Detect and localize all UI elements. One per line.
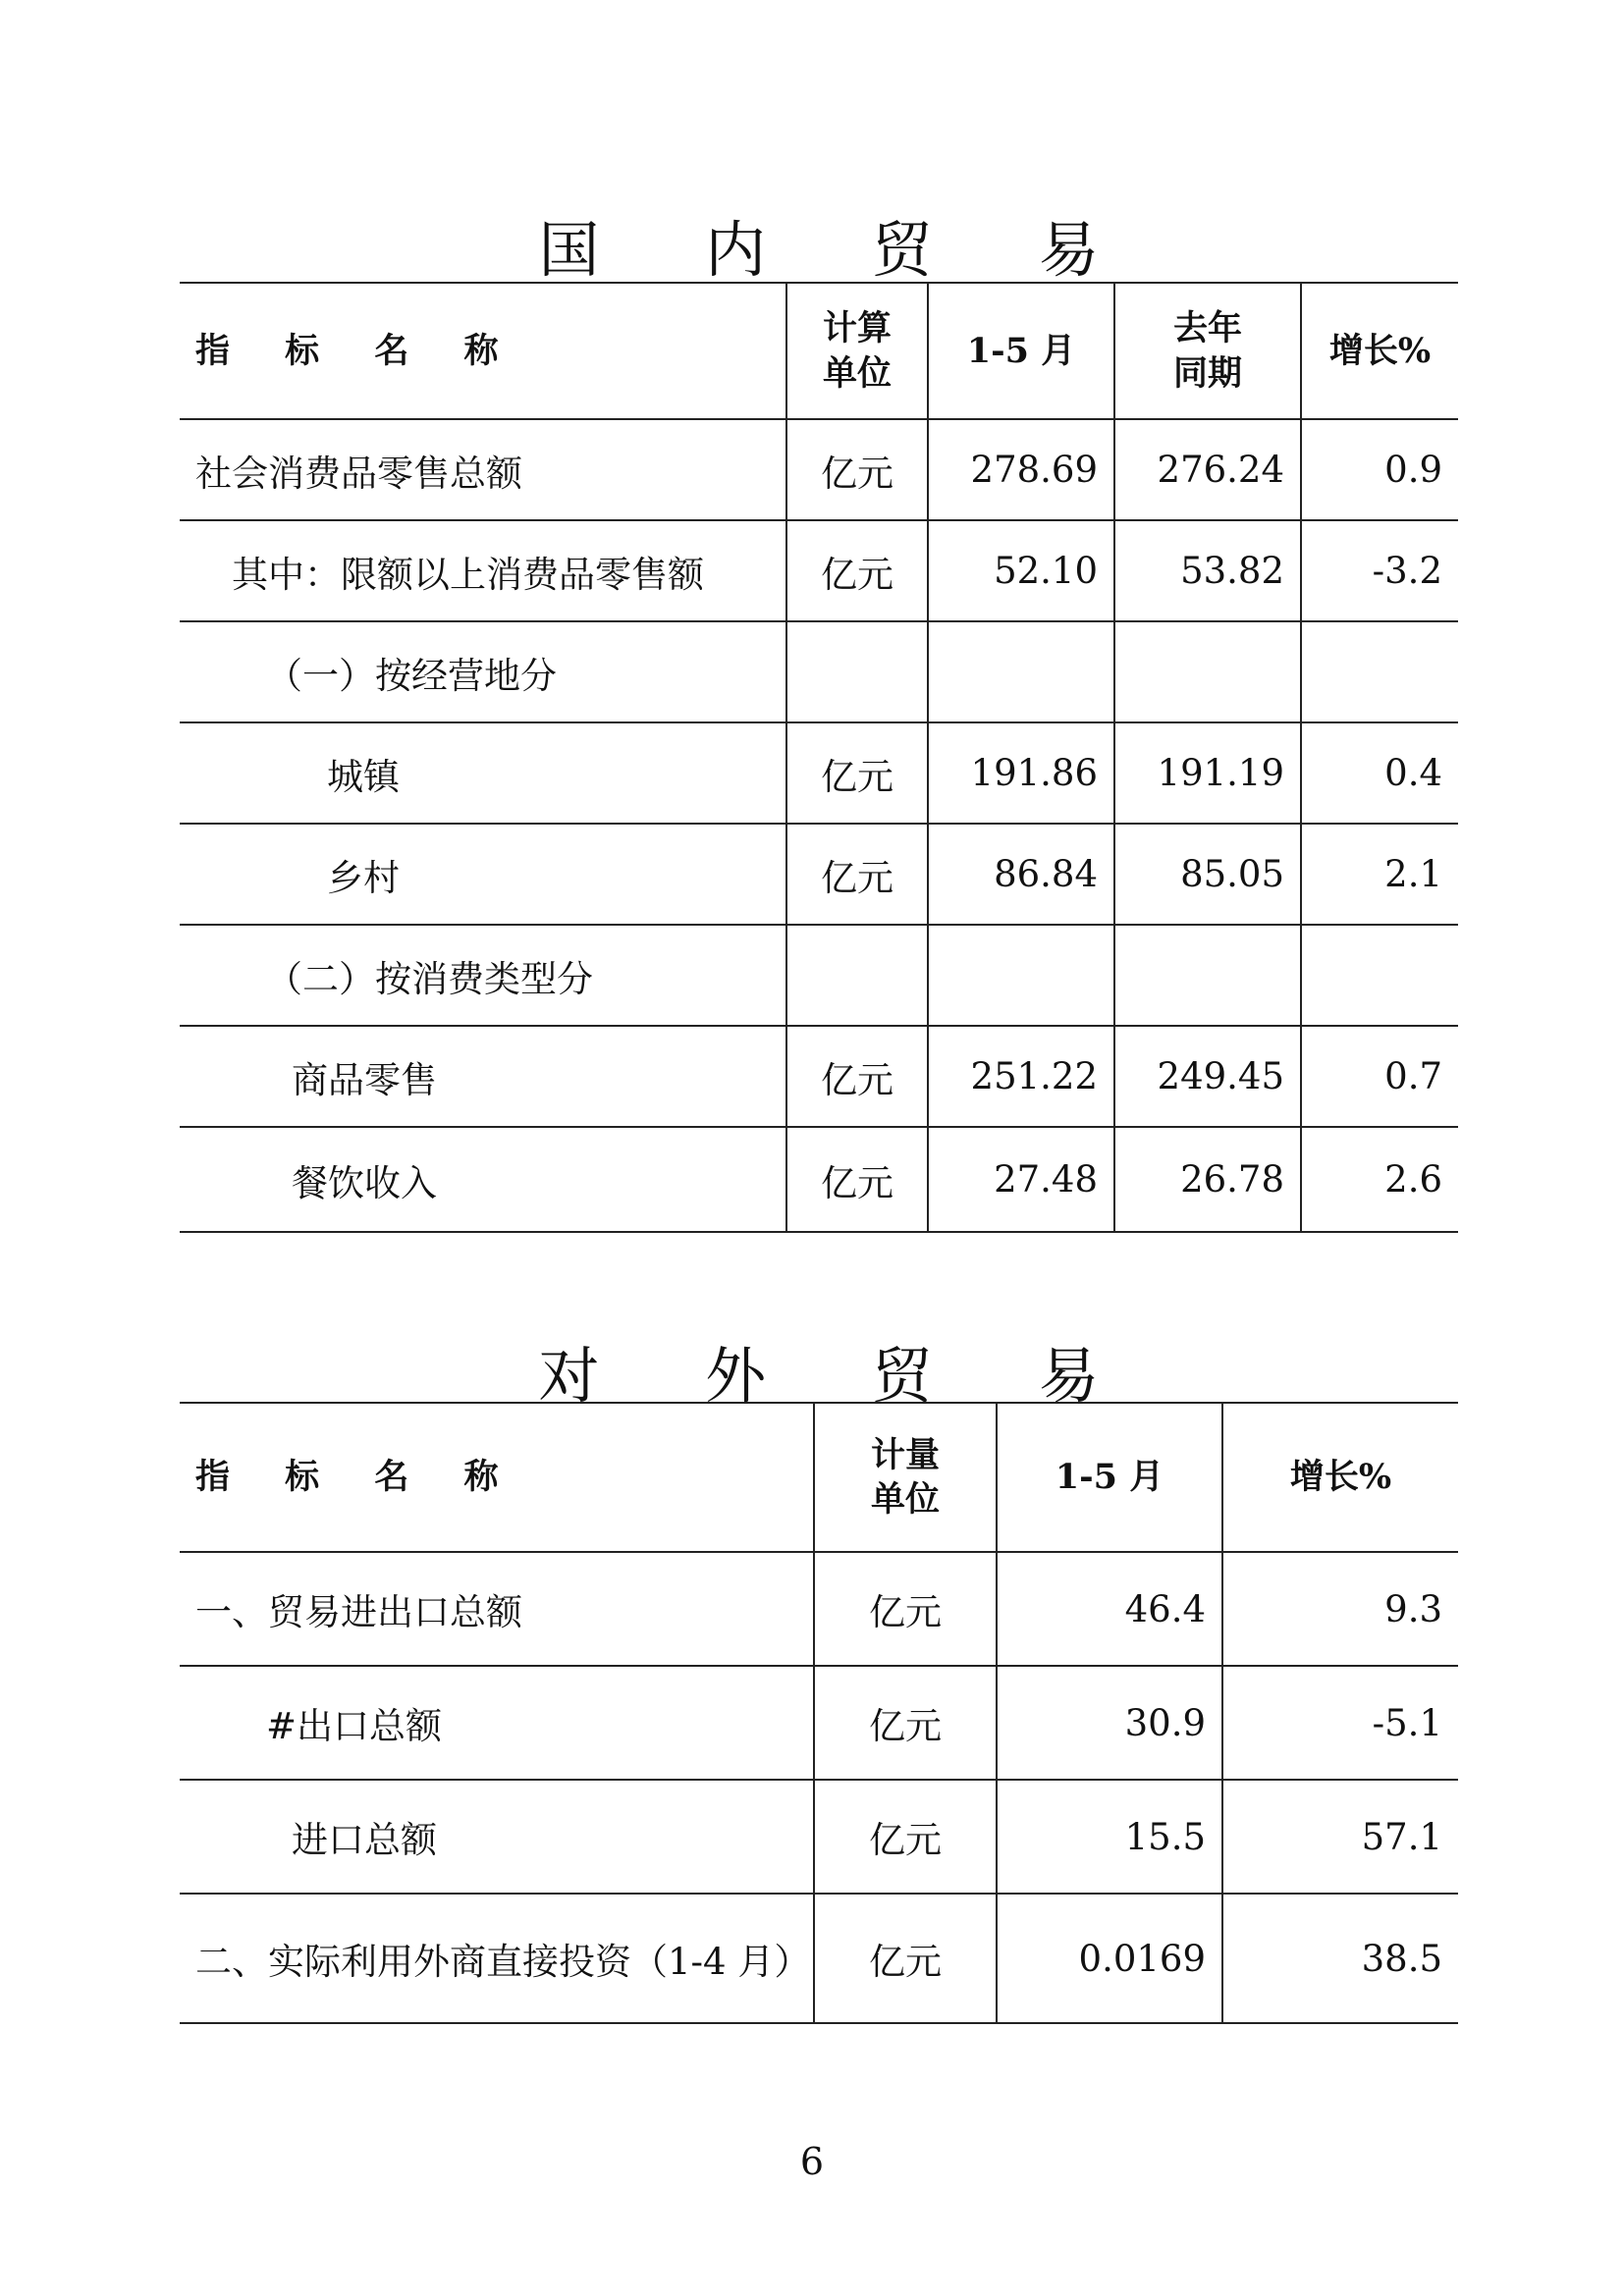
row-growth [1301,621,1458,722]
header-unit-line2: 单位 [822,352,892,394]
row-value [928,621,1114,722]
row-growth: 57.1 [1222,1780,1458,1894]
row-name: 乡村 [180,824,786,925]
row-name: 商品零售 [180,1026,786,1127]
page-number: 6 [799,2140,825,2183]
header-unit-line1: 计算 [822,308,892,348]
header-growth: 增长% [1301,283,1458,419]
row-unit: 亿元 [786,722,928,824]
row-name: 餐饮收入 [180,1127,786,1232]
header-last-year [1114,283,1301,419]
row-name: （一）按经营地分 [180,621,786,722]
row-name: #出口总额 [180,1666,814,1780]
row-unit: 亿元 [786,1026,928,1127]
row-last-year: 249.45 [1114,1026,1301,1127]
row-name: 其中：限额以上消费品零售额 [180,520,786,621]
row-unit: 亿元 [786,824,928,925]
table-row [180,520,1458,621]
foreign-trade-title: 对 外 贸 易 [538,1340,1143,1412]
table-header-row [180,1403,1458,1552]
row-name: 一、贸易进出口总额 [180,1552,814,1666]
row-last-year: 26.78 [1114,1127,1301,1232]
row-unit: 亿元 [786,419,928,520]
row-last-year: 85.05 [1114,824,1301,925]
row-value [928,925,1114,1026]
header-period: 1-5 月 [997,1403,1222,1552]
row-unit: 亿元 [786,1127,928,1232]
header-indicator-name: 指 标 名 称 [180,1403,814,1552]
row-growth: 0.4 [1301,722,1458,824]
row-name: 城镇 [180,722,786,824]
table-row [180,621,1458,722]
table-row [180,1127,1458,1232]
row-growth: -5.1 [1222,1666,1458,1780]
header-unit [814,1403,997,1552]
row-value: 52.10 [928,520,1114,621]
row-value: 0.0169 [997,1894,1222,2023]
row-unit: 亿元 [814,1894,997,2023]
row-growth: 38.5 [1222,1894,1458,2023]
domestic-trade-title: 国 内 贸 易 [538,214,1143,286]
table-row [180,722,1458,824]
row-name: 进口总额 [180,1780,814,1894]
row-unit [786,925,928,1026]
row-unit: 亿元 [814,1552,997,1666]
row-name: 社会消费品零售总额 [180,419,786,520]
row-value: 27.48 [928,1127,1114,1232]
foreign-trade-table [180,1402,1458,2024]
header-last-line1: 去年 [1172,308,1242,348]
row-value: 191.86 [928,722,1114,824]
table-row [180,1552,1458,1666]
header-growth: 增长% [1222,1403,1458,1552]
row-growth: -3.2 [1301,520,1458,621]
row-value: 15.5 [997,1780,1222,1894]
row-last-year [1114,621,1301,722]
table-row [180,1780,1458,1894]
row-value: 251.22 [928,1026,1114,1127]
table-row [180,824,1458,925]
domestic-trade-table [180,282,1458,1233]
row-growth: 9.3 [1222,1552,1458,1666]
header-indicator-name: 指 标 名 称 [180,283,786,419]
row-value: 46.4 [997,1552,1222,1666]
row-unit: 亿元 [814,1780,997,1894]
row-unit [786,621,928,722]
table-header-row [180,283,1458,419]
table-row [180,1026,1458,1127]
row-last-year: 191.19 [1114,722,1301,824]
table-row [180,925,1458,1026]
header-unit [786,283,928,419]
row-growth: 0.9 [1301,419,1458,520]
row-growth: 0.7 [1301,1026,1458,1127]
table-row [180,1894,1458,2023]
row-growth: 2.6 [1301,1127,1458,1232]
row-unit: 亿元 [814,1666,997,1780]
row-last-year [1114,925,1301,1026]
row-value: 86.84 [928,824,1114,925]
row-name: 二、实际利用外商直接投资（1-4 月） [180,1894,814,2023]
row-last-year: 53.82 [1114,520,1301,621]
row-value: 30.9 [997,1666,1222,1780]
row-value: 278.69 [928,419,1114,520]
header-unit-line1: 计量 [870,1434,940,1475]
header-period: 1-5 月 [928,283,1114,419]
row-unit: 亿元 [786,520,928,621]
row-growth: 2.1 [1301,824,1458,925]
header-unit-line2: 单位 [870,1479,940,1520]
row-growth [1301,925,1458,1026]
table-row [180,1666,1458,1780]
row-last-year: 276.24 [1114,419,1301,520]
row-name: （二）按消费类型分 [180,925,786,1026]
header-last-line2: 同期 [1172,352,1242,394]
table-row [180,419,1458,520]
